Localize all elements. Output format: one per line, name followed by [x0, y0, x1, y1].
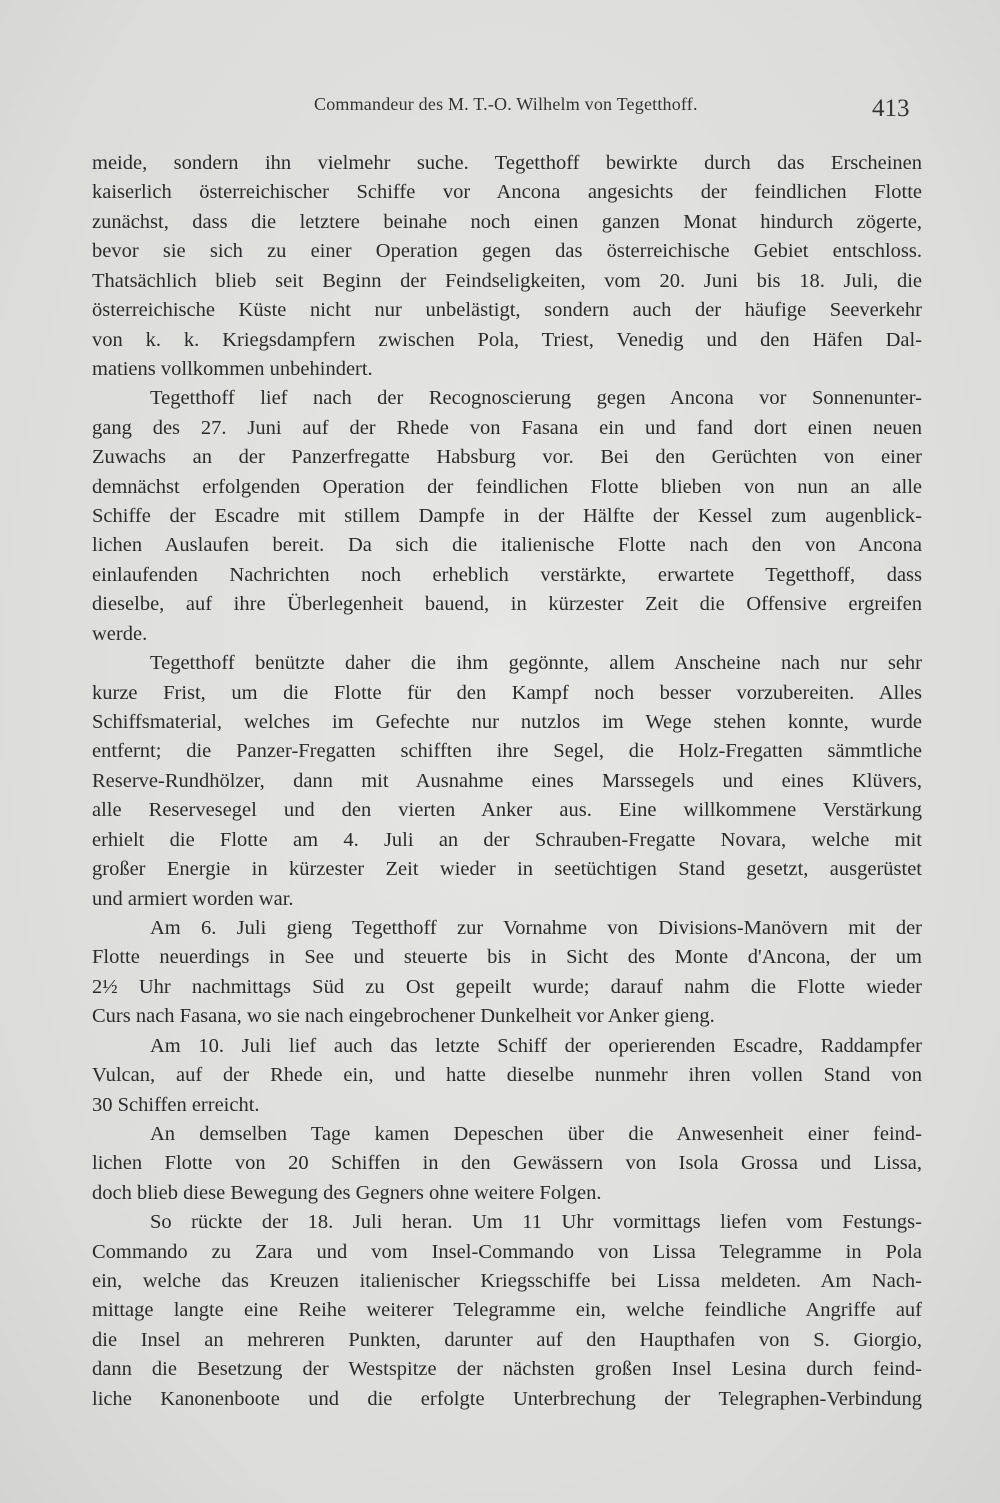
text-line: Zuwachs an der Panzerfregatte Habsburg vor. Bei den Gerüchten von einer — [92, 446, 922, 469]
text-line: 30 Schiffen erreicht. — [92, 1093, 260, 1116]
text-line: bevor sie sich zu einer Operation gegen das österreichische Gebiet entschloss. — [92, 240, 922, 263]
text-line: zunächst, dass die letztere beinahe noch einen ganzen Monat hindurch zögerte, — [92, 210, 922, 233]
text-line: alle Reservesegel und den vierten Anker aus. Eine willkommene Verstärkung — [92, 799, 922, 822]
text-line: doch blieb diese Bewegung des Gegners ohne weitere Folgen. — [92, 1181, 602, 1204]
running-header: Commandeur des M. T.-O. Wilhelm von Tegetthoff. — [314, 94, 698, 114]
text-line: demnächst erfolgenden Operation der feindlichen Flotte blieben von nun an alle — [92, 475, 922, 498]
page-number: 413 — [872, 95, 910, 122]
text-line: Reserve-Rundhölzer, dann mit Ausnahme eines Marssegels und eines Klüvers, — [92, 769, 922, 792]
text-line: gang des 27. Juni auf der Rhede von Fasana ein und fand dort einen neuen — [92, 416, 922, 439]
text-line: Curs nach Fasana, wo sie nach eingebrochener Dunkelheit vor Anker gieng. — [92, 1005, 715, 1028]
text-line: Commando zu Zara und vom Insel-Commando von Lissa Telegramme in Pola — [92, 1240, 922, 1263]
text-line: 2½ Uhr nachmittags Süd zu Ost gepeilt wurde; darauf nahm die Flotte wieder — [92, 975, 922, 998]
text-line: großer Energie in kürzester Zeit wieder in seetüchtigen Stand gesetzt, ausgerüstet — [92, 858, 922, 881]
text-line: dann die Besetzung der Westspitze der nächsten großen Insel Lesina durch feind- — [92, 1358, 922, 1381]
text-line: entfernt; die Panzer-Fregatten schifften ihre Segel, die Holz-Fregatten sämmtliche — [92, 740, 922, 763]
text-line: österreichische Küste nicht nur unbelästigt, sondern auch der häufige Seeverkehr — [92, 299, 922, 322]
text-line: Flotte neuerdings in See und steuerte bis in Sicht des Monte d'Ancona, der um — [92, 946, 922, 969]
text-line: dieselbe, auf ihre Überlegenheit bauend, in kürzester Zeit die Offensive ergreifen — [92, 593, 922, 616]
text-line: von k. k. Kriegsdampfern zwischen Pola, Triest, Venedig und den Häfen Dal- — [92, 328, 922, 351]
text-line: lichen Flotte von 20 Schiffen in den Gewässern von Isola Grossa und Lissa, — [92, 1152, 922, 1175]
text-line: werde. — [92, 622, 148, 645]
text-line: Schiffsmaterial, welches im Gefechte nur nutzlos im Wege stehen konnte, wurde — [92, 711, 922, 734]
text-line: lichen Auslaufen bereit. Da sich die italienische Flotte nach den von Ancona — [92, 534, 922, 557]
text-line: kurze Frist, um die Flotte für den Kampf noch besser vorzubereiten. Alles — [92, 681, 922, 704]
text-line: ein, welche das Kreuzen italienischer Kriegsschiffe bei Lissa meldeten. Am Nach- — [92, 1270, 922, 1293]
text-line: einlaufenden Nachrichten noch erheblich verstärkte, erwartete Tegetthoff, dass — [92, 563, 922, 586]
text-line: erhielt die Flotte am 4. Juli an der Schrauben-Fregatte Novara, welche mit — [92, 828, 922, 851]
text-line: An demselben Tage kamen Depeschen über die Anwesenheit einer feind- — [150, 1122, 922, 1145]
body-text — [92, 149, 922, 1414]
text-line: Vulcan, auf der Rhede ein, und hatte dieselbe nunmehr ihren vollen Stand von — [92, 1064, 922, 1087]
text-line: und armiert worden war. — [92, 887, 294, 910]
text-line: Thatsächlich blieb seit Beginn der Feindseligkeiten, vom 20. Juni bis 18. Juli, die — [92, 269, 922, 292]
text-line: mittage langte eine Reihe weiterer Telegramme ein, welche feindliche Angriffe auf — [92, 1299, 922, 1322]
text-line: die Insel an mehreren Punkten, darunter auf den Haupthafen von S. Giorgio, — [92, 1328, 922, 1351]
text-line: Am 10. Juli lief auch das letzte Schiff der operierenden Escadre, Raddampfer — [150, 1034, 922, 1057]
text-line: liche Kanonenboote und die erfolgte Unterbrechung der Telegraphen-Verbindung — [92, 1387, 922, 1410]
text-line: So rückte der 18. Juli heran. Um 11 Uhr vormittags liefen vom Festungs- — [150, 1211, 922, 1234]
text-line: kaiserlich österreichischer Schiffe vor Ancona angesichts der feindlichen Flotte — [92, 181, 922, 204]
text-line: Tegetthoff lief nach der Recognoscierung gegen Ancona vor Sonnenunter- — [150, 387, 922, 410]
text-line: Tegetthoff benützte daher die ihm gegönnte, allem Anscheine nach nur sehr — [150, 652, 922, 675]
text-line: meide, sondern ihn vielmehr suche. Tegetthoff bewirkte durch das Erscheinen — [92, 152, 922, 174]
text-line: Am 6. Juli gieng Tegetthoff zur Vornahme von Divisions-Manövern mit der — [150, 916, 922, 939]
text-line: Schiffe der Escadre mit stillem Dampfe in der Hälfte der Kessel zum augenblick- — [92, 505, 922, 528]
text-line: matiens vollkommen unbehindert. — [92, 357, 373, 380]
